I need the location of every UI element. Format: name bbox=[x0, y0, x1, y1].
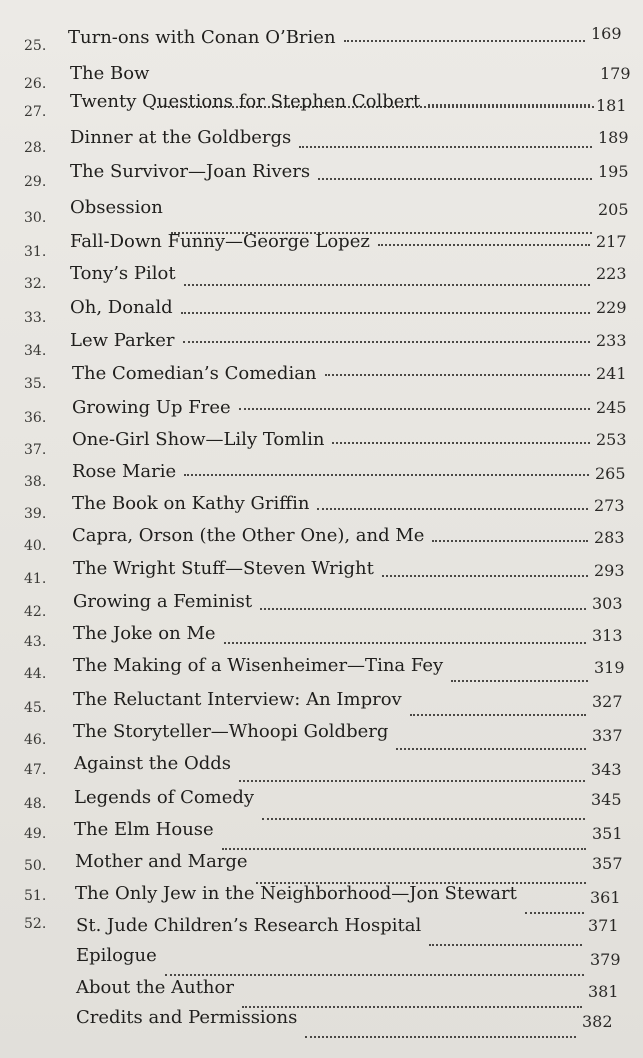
page-number: 379 bbox=[590, 950, 621, 969]
toc-entry bbox=[0, 428, 643, 458]
toc-entry bbox=[0, 524, 643, 554]
toc-entry bbox=[0, 126, 643, 156]
chapter-title: Dinner at the Goldbergs bbox=[70, 127, 292, 148]
page-number: 245 bbox=[596, 398, 627, 417]
toc-entry bbox=[0, 26, 643, 56]
page-number: 343 bbox=[591, 760, 622, 779]
page-number: 241 bbox=[596, 364, 627, 383]
page-number: 283 bbox=[594, 528, 625, 547]
page-number: 273 bbox=[594, 496, 625, 515]
toc-entry bbox=[0, 460, 643, 490]
dot-leader bbox=[299, 146, 592, 148]
chapter-number: 52. bbox=[24, 916, 47, 932]
toc-entry bbox=[0, 262, 643, 292]
chapter-title: The Making of a Wisenheimer—Tina Fey bbox=[73, 655, 444, 676]
chapter-number: 43. bbox=[24, 634, 47, 650]
page-number: 229 bbox=[596, 298, 627, 317]
chapter-title: The Book on Kathy Griffin bbox=[72, 493, 310, 514]
chapter-number: 33. bbox=[24, 310, 47, 326]
chapter-number: 51. bbox=[24, 888, 47, 904]
chapter-title: Growing Up Free bbox=[72, 397, 231, 418]
chapter-number: 34. bbox=[24, 343, 47, 359]
chapter-title: The Storyteller—Whoopi Goldberg bbox=[73, 721, 389, 742]
dot-leader bbox=[428, 104, 590, 106]
toc-entry bbox=[0, 62, 643, 92]
chapter-number: 25. bbox=[24, 38, 47, 54]
chapter-title: The Elm House bbox=[74, 819, 214, 840]
page-number: 233 bbox=[596, 331, 627, 350]
toc-entry bbox=[0, 492, 643, 522]
dot-leader bbox=[410, 714, 586, 716]
toc-entry bbox=[0, 654, 643, 684]
chapter-title: The Bow bbox=[70, 63, 150, 84]
chapter-title: Fall-Down Funny—George Lopez bbox=[70, 231, 370, 252]
dot-leader bbox=[378, 244, 590, 246]
chapter-number: 46. bbox=[24, 732, 47, 748]
chapter-title: Against the Odds bbox=[74, 753, 232, 774]
dot-leader bbox=[451, 680, 588, 682]
chapter-title: The Comedian’s Comedian bbox=[72, 363, 317, 384]
chapter-number: 26. bbox=[24, 76, 47, 92]
chapter-number: 27. bbox=[24, 104, 47, 120]
chapter-title: Credits and Permissions bbox=[76, 1007, 298, 1028]
toc-entry bbox=[0, 720, 643, 750]
chapter-title: Lew Parker bbox=[70, 330, 175, 351]
dot-leader bbox=[184, 284, 590, 286]
toc-entry bbox=[0, 362, 643, 392]
page-number: 351 bbox=[592, 824, 623, 843]
chapter-number: 44. bbox=[24, 666, 47, 682]
page-number: 345 bbox=[591, 790, 622, 809]
toc-entry bbox=[0, 752, 643, 782]
dot-leader bbox=[183, 341, 590, 343]
page-number: 169 bbox=[591, 24, 622, 43]
toc-entry bbox=[0, 622, 643, 652]
dot-leader bbox=[344, 40, 585, 42]
toc-entry bbox=[0, 90, 643, 120]
chapter-title: St. Jude Children’s Research Hospital bbox=[76, 915, 422, 936]
page-number: 181 bbox=[596, 96, 627, 115]
dot-leader bbox=[332, 442, 590, 444]
dot-leader bbox=[317, 508, 588, 510]
toc-entry bbox=[0, 850, 643, 880]
dot-leader bbox=[239, 780, 585, 782]
chapter-title: The Joke on Me bbox=[73, 623, 216, 644]
dot-leader bbox=[432, 540, 588, 542]
toc-entry bbox=[0, 914, 643, 944]
chapter-number: 38. bbox=[24, 474, 47, 490]
chapter-title: Capra, Orson (the Other One), and Me bbox=[72, 525, 425, 546]
toc-entry bbox=[0, 196, 643, 226]
page-number: 195 bbox=[598, 162, 629, 181]
chapter-number: 42. bbox=[24, 604, 47, 620]
chapter-title: Oh, Donald bbox=[70, 297, 173, 318]
page-number: 381 bbox=[588, 982, 619, 1001]
chapter-title: The Reluctant Interview: An Improv bbox=[73, 689, 402, 710]
page-number: 357 bbox=[592, 854, 623, 873]
chapter-number: 37. bbox=[24, 442, 47, 458]
page-number: 217 bbox=[596, 232, 627, 251]
chapter-number: 40. bbox=[24, 538, 47, 554]
toc-entry bbox=[0, 976, 643, 1006]
chapter-number: 45. bbox=[24, 700, 47, 716]
page-number: 371 bbox=[588, 916, 619, 935]
dot-leader bbox=[396, 748, 586, 750]
chapter-title: Mother and Marge bbox=[75, 851, 248, 872]
dot-leader bbox=[382, 575, 588, 577]
page-number: 265 bbox=[595, 464, 626, 483]
dot-leader bbox=[181, 312, 590, 314]
chapter-title: Epilogue bbox=[76, 945, 157, 966]
chapter-title: Rose Marie bbox=[72, 461, 177, 482]
toc-entry bbox=[0, 296, 643, 326]
chapter-title: Twenty Questions for Stephen Colbert bbox=[70, 91, 421, 112]
dot-leader bbox=[184, 474, 589, 476]
page-number: 253 bbox=[596, 430, 627, 449]
chapter-title: Tony’s Pilot bbox=[70, 263, 176, 284]
dot-leader bbox=[318, 178, 592, 180]
toc-entry bbox=[0, 557, 643, 587]
toc-entry bbox=[0, 329, 643, 359]
chapter-title: The Wright Stuff—Steven Wright bbox=[73, 558, 374, 579]
dot-leader bbox=[305, 1036, 576, 1038]
toc-entry bbox=[0, 944, 643, 974]
chapter-number: 35. bbox=[24, 376, 47, 392]
toc-entry bbox=[0, 590, 643, 620]
dot-leader bbox=[224, 642, 586, 644]
chapter-title: Growing a Feminist bbox=[73, 591, 253, 612]
dot-leader bbox=[260, 608, 586, 610]
chapter-number: 49. bbox=[24, 826, 47, 842]
page-number: 337 bbox=[592, 726, 623, 745]
chapter-title: Obsession bbox=[70, 197, 163, 218]
chapter-title: Legends of Comedy bbox=[74, 787, 255, 808]
toc-entry bbox=[0, 882, 643, 912]
toc-entry bbox=[0, 160, 643, 190]
chapter-number: 31. bbox=[24, 244, 47, 260]
chapter-title: The Survivor—Joan Rivers bbox=[70, 161, 311, 182]
dot-leader bbox=[325, 374, 590, 376]
chapter-number: 39. bbox=[24, 506, 47, 522]
page-number: 382 bbox=[582, 1012, 613, 1031]
page-number: 319 bbox=[594, 658, 625, 677]
page-number: 205 bbox=[598, 200, 629, 219]
chapter-title: One-Girl Show—Lily Tomlin bbox=[72, 429, 325, 450]
page-number: 223 bbox=[596, 264, 627, 283]
chapter-title: The Only Jew in the Neighborhood—Jon Stewart bbox=[75, 883, 517, 904]
chapter-number: 47. bbox=[24, 762, 47, 778]
chapter-number: 28. bbox=[24, 140, 47, 156]
toc-entry bbox=[0, 396, 643, 426]
chapter-title: Turn-ons with Conan O’Brien bbox=[68, 27, 336, 48]
page-number: 179 bbox=[600, 64, 631, 83]
dot-leader bbox=[239, 408, 590, 410]
page-number: 189 bbox=[598, 128, 629, 147]
page-number: 361 bbox=[590, 888, 621, 907]
chapter-title: About the Author bbox=[76, 977, 234, 998]
chapter-number: 36. bbox=[24, 410, 47, 426]
page-number: 293 bbox=[594, 561, 625, 580]
chapter-number: 50. bbox=[24, 858, 47, 874]
toc-entry bbox=[0, 230, 643, 260]
chapter-number: 41. bbox=[24, 571, 47, 587]
page-number: 327 bbox=[592, 692, 623, 711]
toc-entry bbox=[0, 786, 643, 816]
page-number: 313 bbox=[592, 626, 623, 645]
toc-entry bbox=[0, 818, 643, 848]
toc-entry bbox=[0, 688, 643, 718]
chapter-number: 48. bbox=[24, 796, 47, 812]
toc-entry bbox=[0, 1006, 643, 1036]
chapter-number: 29. bbox=[24, 174, 47, 190]
chapter-number: 30. bbox=[24, 210, 47, 226]
chapter-number: 32. bbox=[24, 276, 47, 292]
page-number: 303 bbox=[592, 594, 623, 613]
